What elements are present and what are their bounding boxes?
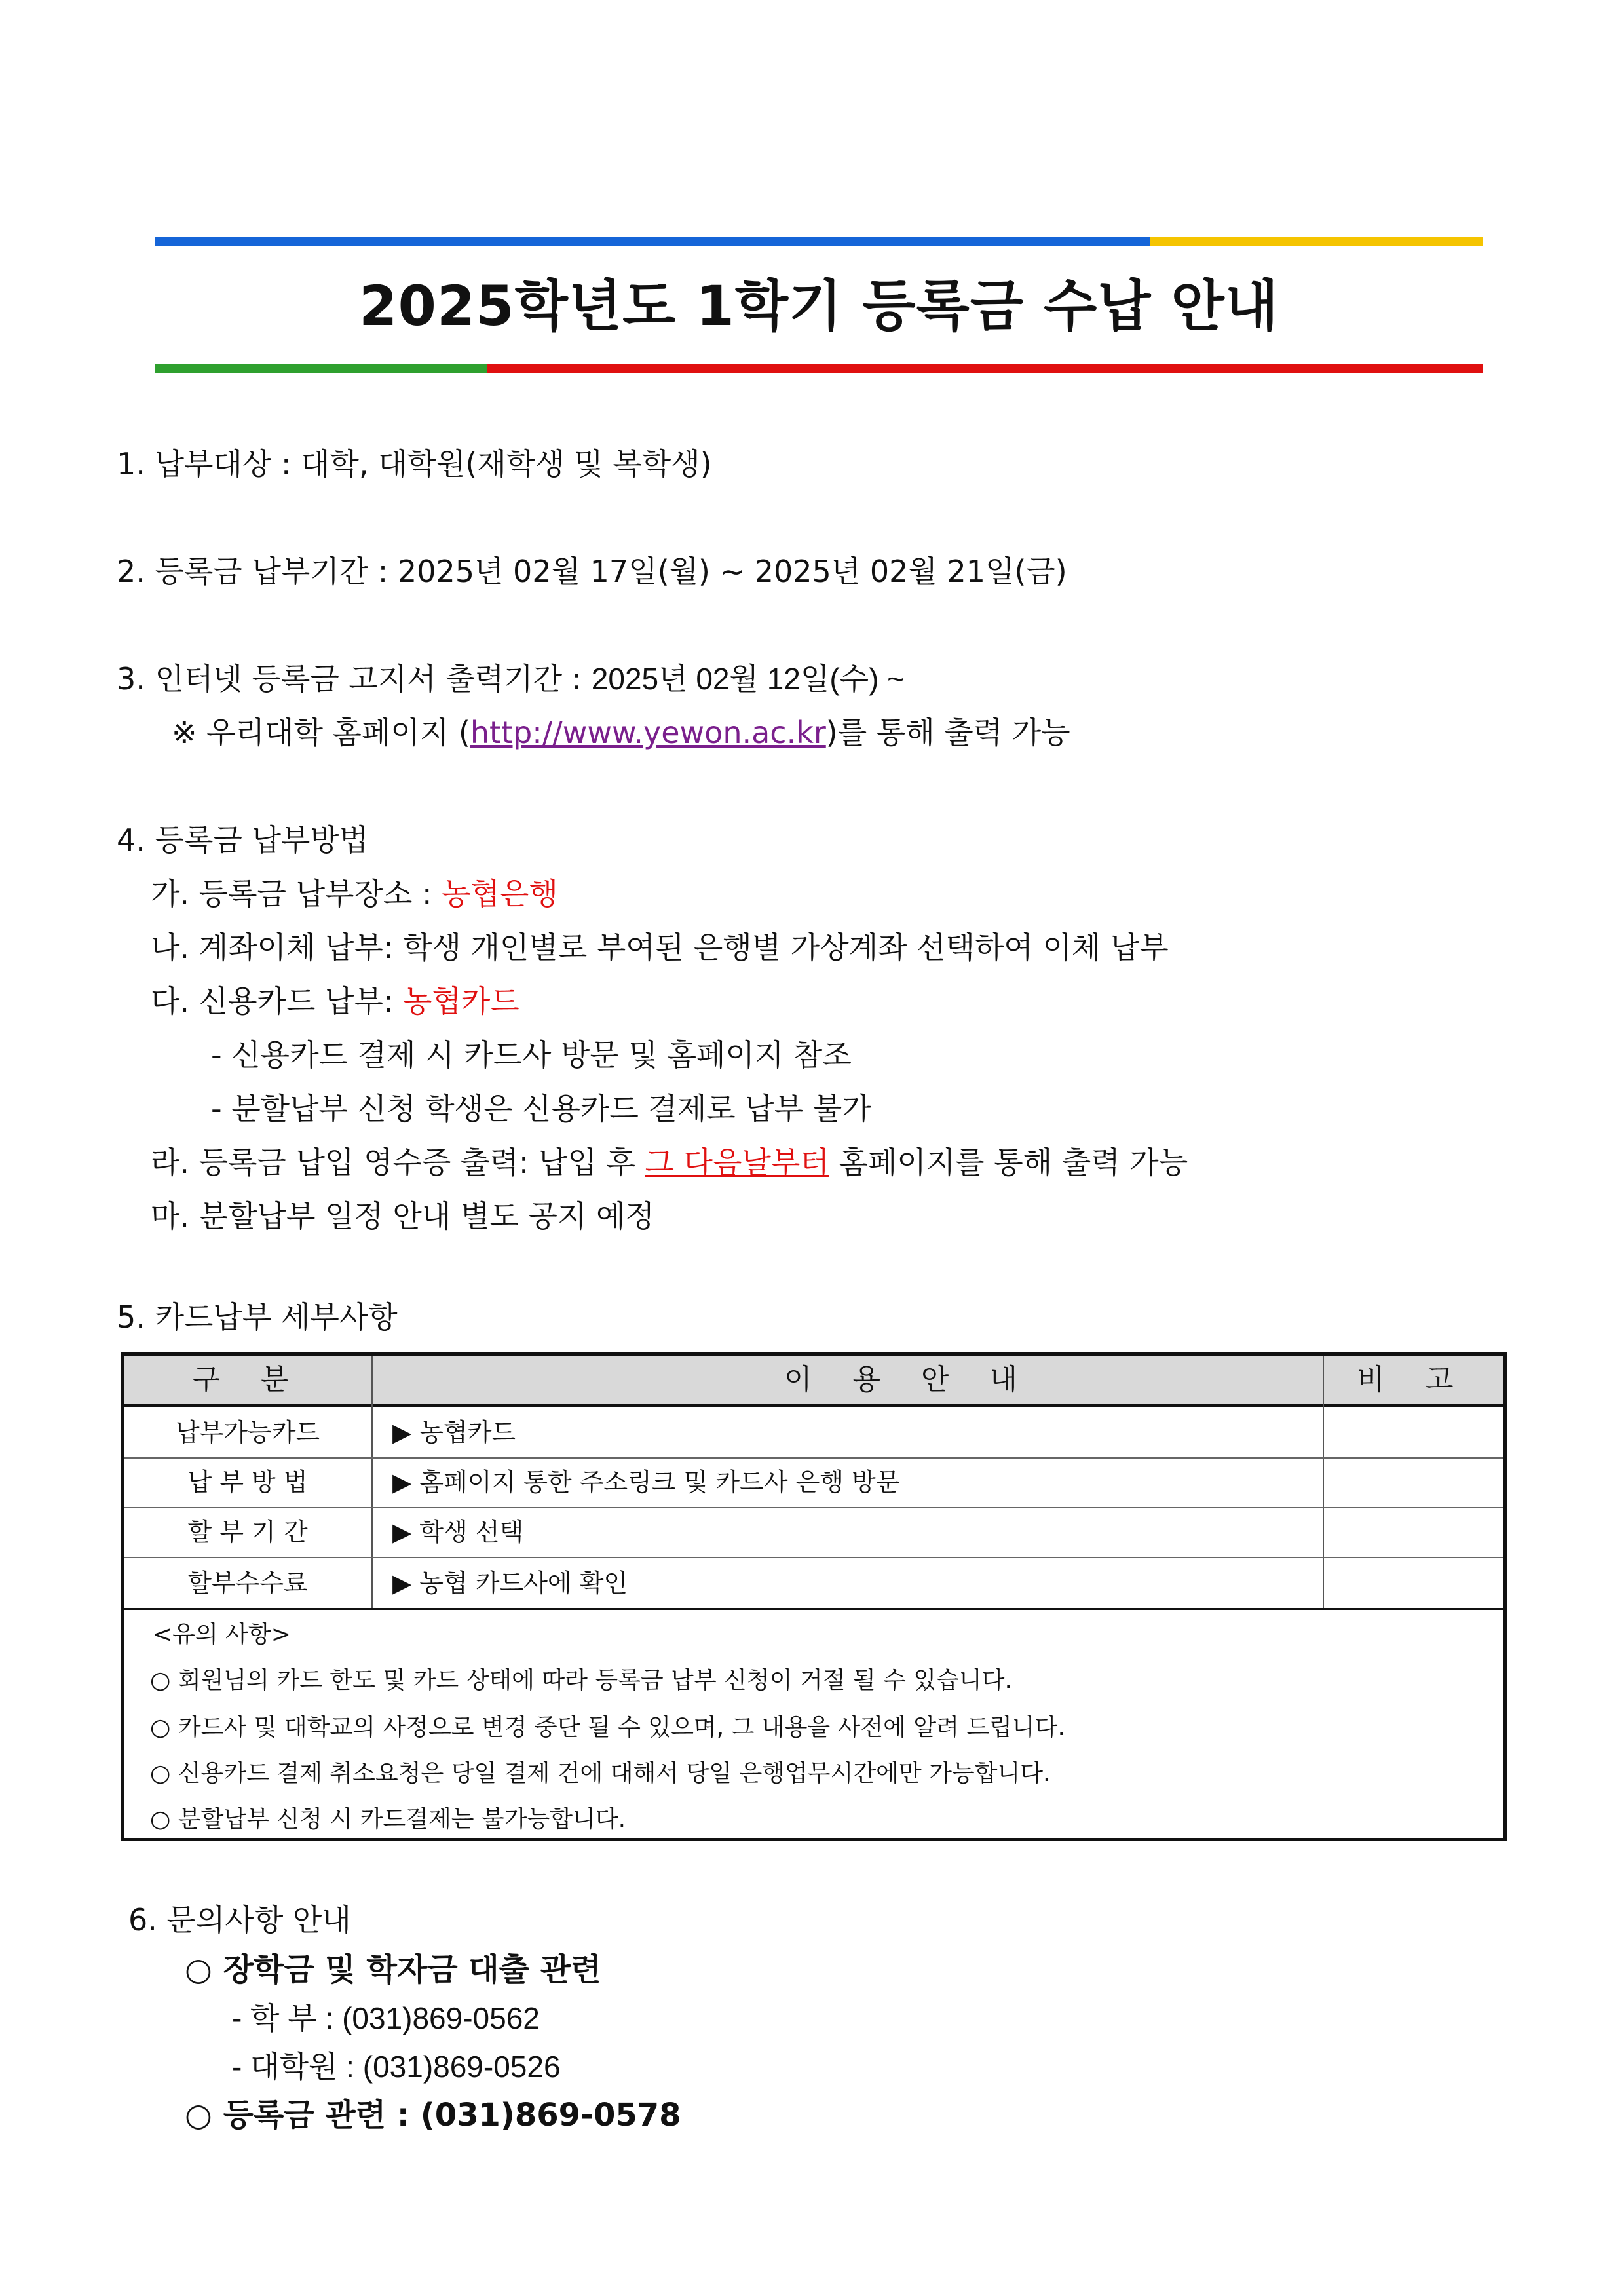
loan-contact-undergrad: - 학 부 : (031)869-0562 (232, 2001, 540, 2035)
item-6-inquiry: 6. 문의사항 안내 (128, 1902, 351, 1938)
item-4a-label: 가. 등록금 납부장소 : (151, 876, 442, 911)
item-4a-place (151, 874, 558, 913)
item-4c-sub-1: - 신용카드 결제 시 카드사 방문 및 홈페이지 참조 (211, 1037, 852, 1073)
item-1-payment-target: 1. 납부대상 : 대학, 대학원(재학생 및 복학생) (117, 446, 712, 482)
item-5-card-details: 5. 카드납부 세부사항 (117, 1299, 398, 1335)
item-4d-receipt (151, 1143, 1188, 1182)
row-value: ▶ 홈페이지 통한 주소링크 및 카드사 은행 방문 (392, 1468, 900, 1497)
item-4d-post: 홈페이지를 통해 출력 가능 (829, 1145, 1188, 1180)
tuition-contact: ○ 등록금 관련 : (031)869-0578 (185, 2097, 681, 2133)
item-4d-emphasis: 그 다음날부터 (645, 1145, 829, 1180)
page-title: 2025학년도 1학기 등록금 수납 안내 (359, 274, 1279, 338)
row-value: ▶ 농협 카드사에 확인 (392, 1569, 628, 1598)
table-header-remarks: 비 고 (1357, 1363, 1469, 1396)
row-label: 납 부 방 법 (187, 1468, 308, 1497)
note-item: ○ 카드사 및 대학교의 사정으로 변경 중단 될 수 있으며, 그 내용을 사전에 알려 드립니다. (150, 1714, 1065, 1741)
table-header-usage: 이 용 안 내 (784, 1363, 1033, 1396)
homepage-link[interactable]: http://www.yewon.ac.kr (470, 715, 826, 750)
item-4d-pre: 라. 등록금 납입 영수증 출력: 납입 후 (151, 1145, 645, 1180)
item-4c-card: 농협카드 (403, 984, 519, 1019)
row-value: ▶ 학생 선택 (392, 1518, 524, 1546)
note-item: ○ 회원님의 카드 한도 및 카드 상태에 따라 등록금 납부 신청이 거절 될 수 있습니다. (150, 1667, 1012, 1694)
item-3-note-pre: ※ 우리대학 홈페이지 ( (172, 715, 470, 750)
row-label: 할 부 기 간 (187, 1518, 308, 1546)
item-3-note-post: )를 통해 출력 가능 (825, 715, 1070, 750)
item-3-note (172, 713, 1070, 752)
item-4-payment-method: 4. 등록금 납부방법 (117, 822, 369, 858)
title-rule-bottom (155, 364, 1483, 373)
item-3-date: 2025년 02월 12일(수) ~ (591, 662, 905, 696)
item-4a-bank: 농협은행 (442, 876, 558, 911)
row-label: 납부가능카드 (175, 1418, 320, 1447)
note-item: ○ 분할납부 신청 시 카드결제는 불가능합니다. (150, 1806, 626, 1833)
title-rule-top (155, 237, 1483, 246)
item-4c-credit-card (151, 982, 519, 1021)
notes-title: <유의 사항> (153, 1621, 291, 1648)
item-4c-sub-2: - 분할납부 신청 학생은 신용카드 결제로 납부 불가 (211, 1091, 871, 1126)
item-2-payment-period: 2. 등록금 납부기간 : 2025년 02월 17일(월) ~ 2025년 02월 21일(금) (117, 554, 1067, 589)
loan-contact-title: ○ 장학금 및 학자금 대출 관련 (185, 1951, 601, 1988)
item-4b-transfer: 나. 계좌이체 납부: 학생 개인별로 부여된 은행별 가상계좌 선택하여 이체 납부 (151, 930, 1169, 965)
loan-contact-graduate: - 대학원 : (031)869-0526 (232, 2050, 561, 2084)
item-3-invoice-period (117, 659, 905, 698)
row-label: 할부수수료 (187, 1569, 308, 1598)
table-header-row (124, 1356, 1503, 1407)
item-4e-installment: 마. 분할납부 일정 안내 별도 공지 예정 (151, 1198, 654, 1234)
row-value: ▶ 농협카드 (392, 1418, 516, 1447)
table-header-category: 구 분 (192, 1363, 305, 1396)
card-details-table (121, 1352, 1507, 1841)
note-item: ○ 신용카드 결제 취소요청은 당일 결제 건에 대해서 당일 은행업무시간에만 가능합니다. (150, 1760, 1051, 1787)
item-4c-label: 다. 신용카드 납부: (151, 984, 404, 1019)
item-3-label: 3. 인터넷 등록금 고지서 출력기간 : (117, 661, 592, 697)
